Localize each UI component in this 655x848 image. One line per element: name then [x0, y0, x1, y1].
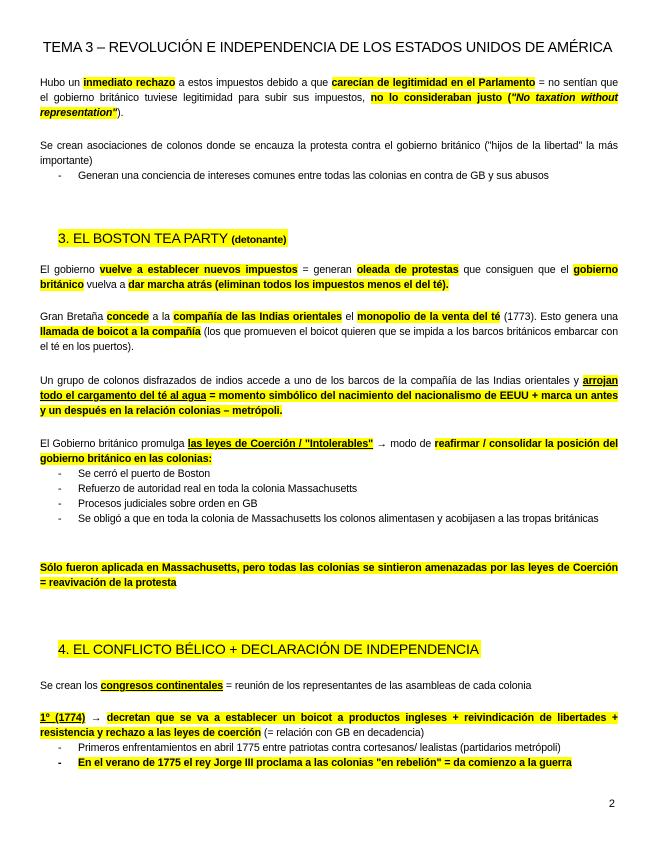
highlight-text: = momento simbólico del nacimiento del nacionalismo de EEUU + marca un antes y un después en la relación colonias – metrópoli. — [40, 390, 618, 417]
section-label: 3. EL BOSTON TEA PARTY — [58, 230, 232, 246]
highlight-text: oleada de protestas — [356, 264, 459, 276]
highlight-text: 1º (1774) — [40, 712, 86, 724]
list-item: - Se cerró el puerto de Boston — [58, 467, 618, 482]
paragraph-primer-congreso — [40, 711, 618, 741]
list-item: - Refuerzo de autoridad real en toda la colonia Massachusetts — [58, 482, 618, 497]
highlight-text: inmediato rechazo — [83, 77, 176, 89]
highlight-text: reafirmar / consolidar la posición del gobierno británico en las colonias: — [40, 438, 618, 465]
text: a estos impuestos debido a que — [175, 77, 332, 89]
text: ). — [117, 107, 124, 119]
highlight-text: concede — [106, 311, 149, 323]
text: (= relación con GB en decadencia) — [261, 727, 425, 739]
paragraph-colonos-disfrazados — [40, 374, 618, 419]
highlight-text: congresos continentales — [100, 680, 224, 692]
text: El Gobierno británico promulga — [40, 438, 188, 450]
text: vuelva a — [83, 279, 129, 291]
text: (los que promueven el boicot quieren que se impida a los barcos británicos embarcar con el té en los puertos). — [40, 326, 618, 353]
list-item: - Generan una conciencia de intereses comunes entre todas las colonias en contra de GB y sus abusos — [58, 169, 618, 184]
highlight-text: las leyes de Coerción / "Intolerables" — [187, 438, 374, 450]
text: → modo de — [373, 438, 435, 450]
list-item — [58, 756, 618, 771]
bullet-list-asociaciones — [58, 169, 618, 184]
paragraph-congresos — [40, 679, 618, 694]
highlight-text: arrojan todo el cargamento del té al agua — [40, 375, 618, 402]
text: Un grupo de colonos disfrazados de indios accede a uno de los barcos de la compañía de las Indias orientales y — [40, 375, 583, 387]
highlight-text: decretan que se va a establecer un boicot a productos ingleses + reivindicación de libertades + resistencia y rechazo a las leyes de coerción — [40, 712, 618, 739]
text: a la — [148, 311, 174, 323]
paragraph-impuestos — [40, 263, 618, 293]
list-item: - Procesos judiciales sobre orden en GB — [58, 497, 618, 512]
highlight-text: dar marcha atrás (eliminan todos los impuestos menos el del té). — [128, 279, 449, 291]
highlight-text: En el verano de 1775 el rey Jorge III proclama a las colonias "en rebelión" = da comienzo a la guerra — [78, 757, 572, 769]
list-item: - Primeros enfrentamientos en abril 1775 entre patriotas contra cortesanos/ lealistas (partidarios metrópoli) — [58, 741, 618, 756]
bullet-list-enfrentamientos — [58, 741, 618, 771]
highlight-text: Sólo fueron aplicada en Massachusetts, pero todas las colonias se sintieron amenazadas por las leyes de Coerción = reavivación de la protesta — [40, 562, 618, 589]
section-heading-boston-tea-party — [58, 229, 288, 247]
text: Se crean los — [40, 680, 101, 692]
highlight-text: carecían de legitimidad en el Parlamento — [331, 77, 536, 89]
highlight-text: no lo consideraban justo ( — [370, 92, 512, 104]
text: Hubo un — [40, 77, 84, 89]
page-number: 2 — [608, 798, 615, 810]
bullet-list-coercion — [58, 467, 618, 527]
text: = reunión de los representantes de las asambleas de cada colonia — [223, 680, 532, 692]
highlight-text: llamada de boicot a la compañía — [40, 326, 201, 338]
text: que consiguen que el — [458, 264, 574, 276]
highlight-text: monopolio de la venta del té — [357, 311, 501, 323]
text: = generan — [297, 264, 357, 276]
arrow-text: → — [85, 712, 107, 724]
highlight-text: vuelve a establecer nuevos impuestos — [99, 264, 298, 276]
paragraph-leyes-coercion — [40, 437, 618, 467]
text: El gobierno — [40, 264, 100, 276]
highlight-quote: "No taxation without representation" — [40, 92, 618, 119]
text: el — [341, 311, 358, 323]
section-sublabel: (detonante) — [231, 234, 287, 246]
list-item: - Se obligó a que en toda la colonia de Massachusetts los colonos alimentasen y acobijasen a las tropas británicas — [58, 512, 618, 527]
section-heading-conflicto: 4. EL CONFLICTO BÉLICO + DECLARACIÓN DE INDEPENDENCIA — [58, 641, 479, 657]
paragraph-monopolio — [40, 310, 618, 355]
paragraph-rechazo — [40, 76, 618, 121]
text: = no sentían que el gobierno británico tuviese legitimidad para subir sus impuestos, — [40, 77, 619, 104]
highlight-text: gobierno británico — [40, 264, 618, 291]
paragraph-reavivacion — [40, 561, 618, 591]
text: (1773). Esto genera una — [500, 311, 618, 323]
text: Gran Bretaña — [40, 311, 107, 323]
paragraph-asociaciones: Se crean asociaciones de colonos donde se encauza la protesta contra el gobierno británico ("hijos de la libertad" la más importante) — [40, 140, 618, 167]
highlight-text: compañía de las Indias orientales — [173, 311, 342, 323]
page-title: TEMA 3 – REVOLUCIÓN E INDEPENDENCIA DE LOS ESTADOS UNIDOS DE AMÉRICA — [42, 40, 613, 56]
